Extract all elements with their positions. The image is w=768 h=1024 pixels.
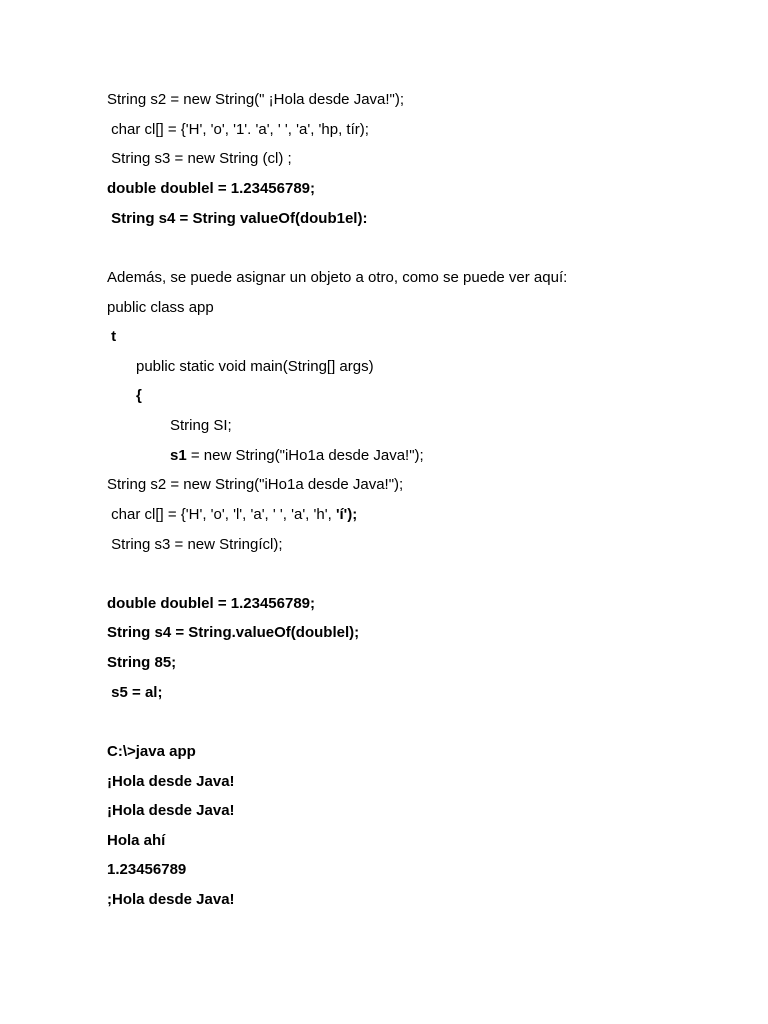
output-line: Hola ahí	[107, 832, 166, 849]
text-line: String s2 = new String(" ¡Hola desde Java!");	[107, 91, 405, 108]
text-line	[170, 447, 424, 465]
text-line: String s4 = String.valueOf(doublel);	[107, 624, 360, 641]
text-line: {	[136, 387, 142, 404]
text-line: double doublel = 1.23456789;	[107, 595, 315, 612]
text-segment: char cl[] = {'H', 'o', 'l', 'a', ' ', 'a', 'h',	[107, 506, 336, 523]
text-line: String s3 = new String (cl) ;	[107, 150, 292, 167]
output-line: ¡Hola desde Java!	[107, 773, 235, 790]
bold-segment: s1	[170, 447, 187, 464]
text-line: String s2 = new String("iHo1a desde Java!");	[107, 476, 404, 493]
text-line: public class app	[107, 299, 214, 316]
output-line: C:\>java app	[107, 743, 196, 760]
text-line: String 85;	[107, 654, 177, 671]
text-line	[107, 506, 357, 524]
text-line: String s3 = new Stringícl);	[107, 536, 283, 553]
output-line: 1.23456789	[107, 861, 187, 878]
text-line: t	[107, 328, 117, 345]
text-line: String s4 = String valueOf(doub1el):	[107, 210, 368, 227]
text-line: double doublel = 1.23456789;	[107, 180, 315, 197]
text-line: s5 = al;	[107, 684, 163, 701]
text-line: String SI;	[170, 417, 232, 434]
output-line: ¡Hola desde Java!	[107, 802, 235, 819]
paragraph-text: Además, se puede asignar un objeto a otro, como se puede ver aquí:	[107, 269, 568, 286]
text-segment: = new String("iHo1a desde Java!");	[186, 447, 424, 464]
text-line: char cl[] = {'H', 'o', '1'. 'a', ' ', 'a', 'hp, tír);	[107, 121, 369, 138]
bold-segment: 'í');	[335, 506, 358, 523]
output-line: ;Hola desde Java!	[107, 891, 235, 908]
text-line: public static void main(String[] args)	[136, 358, 374, 375]
